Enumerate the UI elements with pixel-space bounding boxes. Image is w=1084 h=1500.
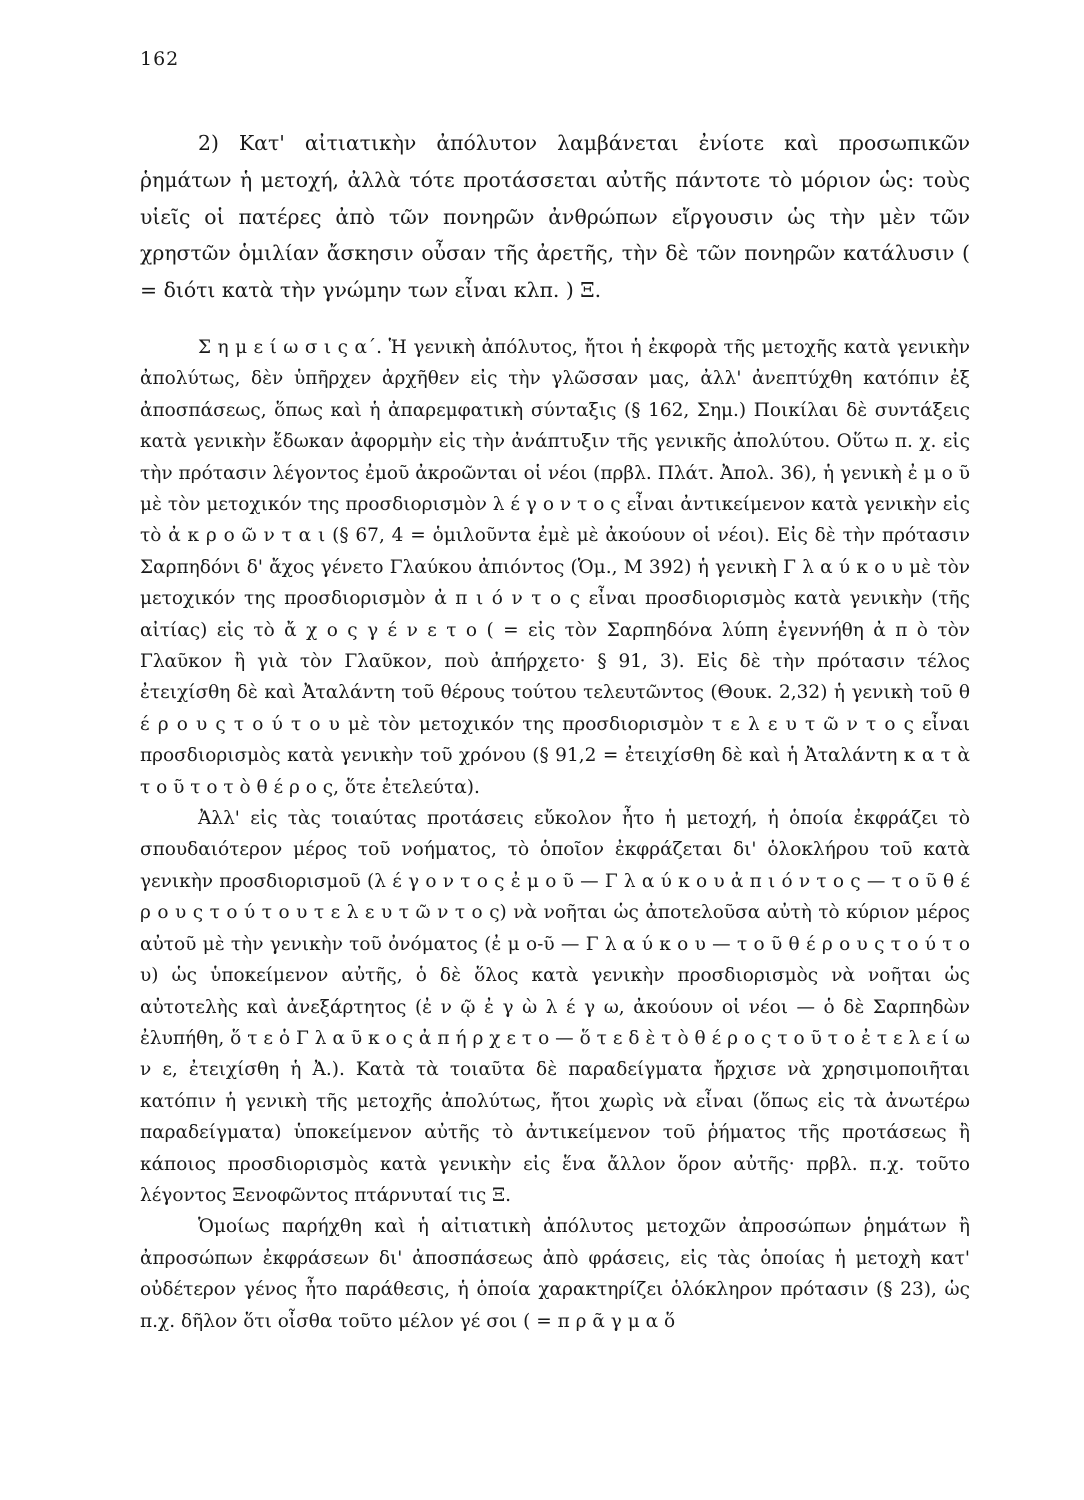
page-body bbox=[140, 125, 970, 1337]
paragraph-participle-explanation: Ἀλλ' εἰς τὰς τοιαύτας προτάσεις εὔκολον ἦτο ἡ μετοχή, ἡ ὁποία ἐκφράζει τὸ σπουδαιότερον μέρος τοῦ νοήματος, τὸ ὁποῖον ἐκφράζεται δι' ὁλοκλήρου τοῦ κατὰ γενικὴν προσδιορισμοῦ (λ έ γ ο ν τ ο ς ἐ μ ο ῦ — Γ λ α ύ κ ο υ ἀ π ι ό ν τ ο ς — τ ο ῦ θ έ ρ ο υ ς τ ο ύ τ ο υ τ ε λ ε υ τ ῶ ν τ ο ς) νὰ νοῆται ὡς ἀποτελοῦσα αὐτὴ τὸ κύριον μέρος αὐτοῦ μὲ τὴν γενικὴν τοῦ ὀνόματος (ἐ μ ο-ῦ — Γ λ α ύ κ ο υ — τ ο ῦ θ έ ρ ο υ ς τ ο ύ τ ο υ) ὡς ὑποκείμενον αὐτῆς, ὁ δὲ ὅλος κατὰ γενικὴν προσδιορισμὸς νὰ νοῆται ὡς αὐτοτελὴς καὶ ἀνεξάρτητος (ἐ ν ῷ ἐ γ ὼ λ έ γ ω, ἀκούουν οἱ νέοι — ὁ δὲ Σαρπηδὼν ἐλυπήθη, ὅ τ ε ὁ Γ λ α ῦ κ ο ς ἀ π ή ρ χ ε τ ο — ὅ τ ε δ ὲ τ ὸ θ έ ρ ο ς τ ο ῦ τ ο ἐ τ ε λ ε ί ω ν ε, ἐτειχίσθη ἡ Ἀ.). Κατὰ τὰ τοιαῦτα δὲ παραδείγματα ἤρχισε νὰ χρησιμοποιῆται κατόπιν ἡ γενικὴ τῆς μετοχῆς ἀπολύτως, ἤτοι χωρὶς νὰ εἶναι (ὅπως εἰς τὰ ἀνωτέρω παραδείγματα) ὑποκείμενον αὐτῆς τὸ ἀντικείμενον τοῦ ῥήματος τῆς προτάσεως ἢ κάποιος προσδιορισμὸς κατὰ γενικὴν εἰς ἕνα ἄλλον ὅρον αὐτῆς· πρβλ. π.χ. τοῦτο λέγοντος Ξενοφῶντος πτάρνυταί τις Ξ. bbox=[140, 808, 970, 1206]
note-genitive-absolute: Σ η μ ε ί ω σ ι ς α΄. Ἡ γενικὴ ἀπόλυτος, ἤτοι ἡ ἐκφορὰ τῆς μετοχῆς κατὰ γενικὴν ἀπολύτως, δὲν ὑπῆρχεν ἀρχῆθεν εἰς τὴν γλῶσσαν μας, ἀλλ' ἀνεπτύχθη κατόπιν ἐξ ἀποσπάσεως, ὅπως καὶ ἡ ἀπαρεμφατικὴ σύνταξις (§ 162, Σημ.) Ποικίλαι δὲ συντάξεις κατὰ γενικὴν ἔδωκαν ἀφορμὴν εἰς τὴν ἀνάπτυξιν τῆς γενικῆς ἀπολύτου. Οὕτω π. χ. εἰς τὴν πρότασιν λέγοντος ἐμοῦ ἀκροῶνται οἱ νέοι (πρβλ. Πλάτ. Ἀπολ. 36), ἡ γενικὴ ἐ μ ο ῦ μὲ τὸν μετοχικόν της προσδιορισμὸν λ έ γ ο ν τ ο ς εἶναι ἀντικείμενον κατὰ γενικὴν εἰς τὸ ἀ κ ρ ο ῶ ν τ α ι (§ 67, 4 = ὁμιλοῦντα ἐμὲ μὲ ἀκούουν οἱ νέοι). Εἰς δὲ τὴν πρότασιν Σαρπηδόνι δ' ἄχος γένετο Γλαύκου ἀπιόντος (Ὁμ., Μ 392) ἡ γενικὴ Γ λ α ύ κ ο υ μὲ τὸν μετοχικόν της προσδιορισμὸν ἀ π ι ό ν τ ο ς εἶναι προσδιορισμὸς κατὰ γενικὴν (τῆς αἰτίας) εἰς τὸ ἄ χ ο ς γ έ ν ε τ ο ( = εἰς τὸν Σαρπηδόνα λύπη ἐγεννήθη ἀ π ὸ τὸν Γλαῦκον ἢ γιὰ τὸν Γλαῦκον, ποὺ ἀπήρχετο· § 91, 3). Εἰς δὲ τὴν πρότασιν τέλος ἐτειχίσθη δὲ καὶ Ἀταλάντη τοῦ θέρους τούτου τελευτῶντος (Θουκ. 2,32) ἡ γενικὴ τοῦ θ έ ρ ο υ ς τ ο ύ τ ο υ μὲ τὸν μετοχικόν της προσδιορισμὸν τ ε λ ε υ τ ῶ ν τ ο ς εἶναι προσδιορισμὸς κατὰ γενικὴν τοῦ χρόνου (§ 91,2 = ἐτειχίσθη δὲ καὶ ἡ Ἀταλάντη κ α τ ὰ τ ο ῦ τ ο τ ὸ θ έ ρ ο ς, ὅτε ἐτελεύτα). bbox=[140, 336, 970, 798]
paragraph-accusative-absolute: 2) Κατ' αἰτιατικὴν ἀπόλυτον λαμβάνεται ἐνίοτε καὶ προσωπικῶν ῥημάτων ἡ μετοχή, ἀλλὰ τότε προτάσσεται αὐτῆς πάντοτε τὸ μόριον ὡς: τοὺς υἱεῖς οἱ πατέρες ἀπὸ τῶν πονηρῶν ἀνθρώπων εἴργουσιν ὡς τὴν μὲν τῶν χρηστῶν ὁμιλίαν ἄσκησιν οὖσαν τῆς ἀρετῆς, τὴν δὲ τῶν πονηρῶν κατάλυσιν ( = διότι κατὰ τὴν γνώμην των εἶναι κλπ. ) Ξ. bbox=[140, 131, 970, 303]
paragraph-accusative-origin: Ὁμοίως παρήχθη καὶ ἡ αἰτιατικὴ ἀπόλυτος μετοχῶν ἀπροσώπων ῥημάτων ἢ ἀπροσώπων ἐκφράσεων δι' ἀποσπάσεως ἀπὸ φράσεις, εἰς τὰς ὁποίας ἡ μετοχὴ κατ' οὐδέτερον γένος ἦτο παράθεσις, ἡ ὁποία χαρακτηρίζει ὁλόκληρον πρότασιν (§ 23), ὡς π.χ. δῆλον ὅτι οἶσθα τοῦτο μέλον γέ σοι ( = π ρ ᾶ γ μ α ὅ bbox=[140, 1216, 970, 1332]
page-number: 162 bbox=[140, 48, 180, 70]
